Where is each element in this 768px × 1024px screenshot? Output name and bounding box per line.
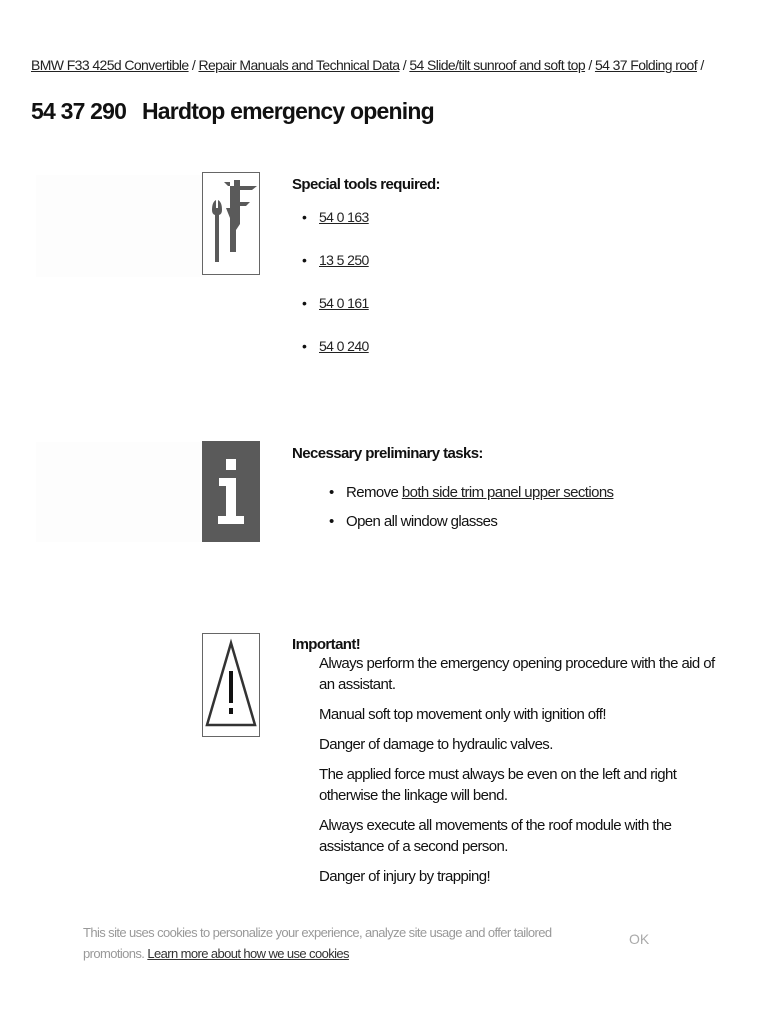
task-text: Remove [346,484,402,501]
preliminary-list [292,484,613,542]
cookie-learn-more-link[interactable]: Learn more about how we use cookies [147,946,349,961]
tools-icon [202,172,260,275]
special-tools-section [292,176,440,381]
special-tools-list [292,209,440,381]
repair-number: 54 37 290 [31,98,127,124]
preliminary-tasks-section [292,445,613,542]
list-item [292,295,440,338]
list-item [292,252,440,295]
breadcrumb-link-manuals[interactable]: Repair Manuals and Technical Data [198,57,400,73]
breadcrumb-separator: / [191,57,196,73]
breadcrumb-link-group[interactable]: 54 Slide/tilt sunroof and soft top [409,57,586,73]
tool-link[interactable]: 54 0 161 [319,295,369,311]
repair-title: Hardtop emergency opening [142,98,434,124]
special-tools-heading: Special tools required: [292,176,440,193]
tool-link[interactable]: 13 5 250 [319,252,369,268]
important-note: Always execute all movements of the roof module with the assistance of a second person. [319,817,672,855]
tool-link[interactable]: 54 0 163 [319,209,369,225]
important-heading: Important! [292,636,361,653]
breadcrumb [31,57,704,73]
list-item [292,338,440,381]
page-title [31,98,434,125]
breadcrumb-separator: / [402,57,407,73]
list-item [292,209,440,252]
important-section [292,636,729,896]
important-note: Danger of injury by trapping! [319,868,491,885]
breadcrumb-link-subgroup[interactable]: 54 37 Folding roof [594,57,698,73]
trim-panel-link[interactable]: both side trim panel upper sections [401,484,614,501]
breadcrumb-separator: / [588,57,592,73]
warning-icon [202,633,260,737]
breadcrumb-link-model[interactable]: BMW F33 425d Convertible [31,57,189,73]
info-icon [202,441,260,542]
list-item [292,484,613,513]
tool-link[interactable]: 54 0 240 [319,338,369,354]
important-note: Always perform the emergency opening procedure with the aid of an assistant. [319,655,715,693]
preliminary-heading: Necessary preliminary tasks: [292,445,483,462]
cookie-ok-button[interactable]: OK [629,931,650,947]
breadcrumb-separator: / [700,57,704,73]
list-item: • Open all window glasses [292,513,613,542]
important-note: The applied force must always be even on the left and right otherwise the linkage will bend. [319,766,677,804]
image-placeholder [36,442,206,542]
image-placeholder [36,175,206,277]
cookie-banner [83,922,583,964]
important-note: Manual soft top movement only with ignition off! [319,706,606,723]
cookie-text: This site uses cookies to personalize your experience, analyze site usage and offer tailored promotions. [83,925,552,961]
important-note: Danger of damage to hydraulic valves. [319,736,553,753]
